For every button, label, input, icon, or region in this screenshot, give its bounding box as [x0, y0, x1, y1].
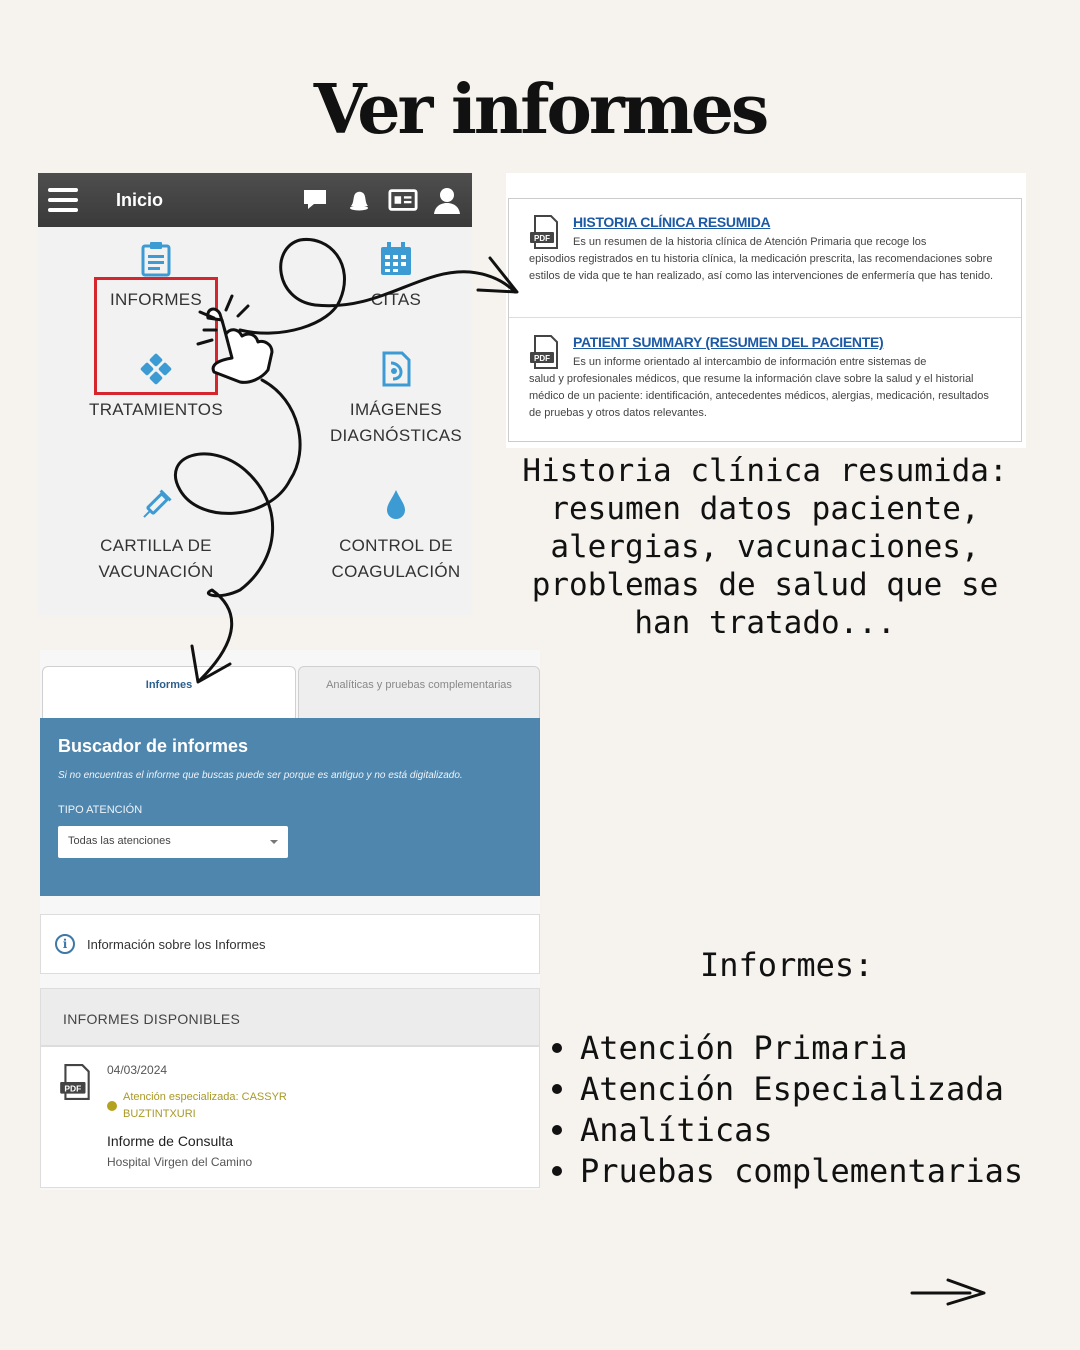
list-item: Atención Especializada — [552, 1069, 1023, 1110]
notification-bell-icon[interactable] — [344, 185, 374, 215]
attention-type-label: TIPO ATENCIÓN — [58, 804, 143, 816]
report-search-screenshot — [40, 650, 540, 1190]
historia-text-rest: episodios registrados en tu historia clínica, la medicación prescrita, las recomendaciones sobre estilos de vida que te han realizado, así como las intervenciones de enfermería que has tenido. — [529, 253, 994, 282]
report-search-box — [40, 718, 540, 896]
user-profile-icon[interactable] — [432, 185, 462, 215]
chevron-down-icon — [270, 840, 278, 844]
syringe-icon — [140, 487, 172, 523]
informes-heading: Informes: — [700, 946, 874, 984]
pdf-document-icon — [59, 1063, 93, 1101]
report-hospital: Hospital Virgen del Camino — [107, 1155, 253, 1169]
menu-tile-tratamientos[interactable] — [56, 351, 256, 423]
report-tabs — [40, 666, 540, 718]
bullet-icon — [552, 1125, 562, 1135]
menu-tile-citas[interactable] — [296, 241, 496, 313]
info-icon: i — [55, 934, 75, 954]
medical-cross-icon — [140, 351, 172, 387]
diagnostic-image-icon — [380, 351, 412, 387]
reports-info-link[interactable] — [40, 914, 540, 974]
attention-type-value: Todas las atenciones — [68, 835, 171, 847]
report-date: 04/03/2024 — [107, 1063, 168, 1077]
menu-label-coagulacion: CONTROL DE COAGULACIÓN — [331, 536, 461, 581]
bullet-icon — [552, 1084, 562, 1094]
tab-analiticas[interactable]: Analíticas y pruebas complementarias — [298, 666, 540, 718]
historia-link[interactable]: HISTORIA CLÍNICA RESUMIDA — [573, 214, 771, 230]
blood-drop-icon — [380, 487, 412, 523]
menu-grid — [38, 227, 472, 615]
report-type: Informe de Consulta — [107, 1133, 234, 1149]
menu-label-citas: CITAS — [370, 290, 422, 309]
calendar-icon — [379, 241, 413, 277]
next-arrow-icon — [912, 1280, 984, 1304]
chat-icon[interactable] — [300, 185, 330, 215]
description-historia — [529, 214, 999, 285]
menu-tile-imagenes[interactable] — [296, 351, 496, 449]
menu-label-tratamientos: TRATAMIENTOS — [89, 400, 223, 419]
search-note: Si no encuentras el informe que buscas puede ser porque es antiguo y no está digitalizado. — [58, 770, 463, 781]
info-text: Información sobre los Informes — [87, 936, 266, 952]
report-descriptions-screenshot — [506, 173, 1026, 448]
hamburger-menu-icon[interactable] — [48, 188, 78, 212]
app-header — [38, 173, 472, 227]
search-title: Buscador de informes — [58, 736, 249, 756]
attention-type-select[interactable] — [58, 826, 288, 858]
patient-summary-text-first: Es un informe orientado al intercambio de información entre sistemas de — [573, 356, 927, 368]
report-list-item[interactable] — [40, 1046, 540, 1188]
report-origin: Atención especializada: CASSYR BUZTINTXURI — [123, 1091, 287, 1120]
menu-label-imagenes: IMÁGENES DIAGNÓSTICAS — [329, 400, 463, 445]
status-dot — [107, 1101, 117, 1111]
divider — [509, 317, 1021, 318]
bullet-icon — [552, 1166, 562, 1176]
list-item: Pruebas complementarias — [552, 1151, 1023, 1192]
page-title: Ver informes — [313, 70, 767, 150]
menu-label-cartilla: CARTILLA DE VACUNACIÓN — [98, 536, 214, 581]
svg-text:PDF: PDF — [534, 234, 550, 243]
pdf-document-icon — [529, 334, 561, 370]
menu-label-informes: INFORMES — [109, 290, 203, 309]
clipboard-icon — [140, 241, 172, 277]
patient-summary-link[interactable]: PATIENT SUMMARY (RESUMEN DEL PACIENTE) — [573, 334, 884, 350]
list-item: Analíticas — [552, 1110, 1023, 1151]
description-patient-summary — [529, 334, 999, 422]
historia-caption: Historia clínica resumida: resumen datos paciente, alergias, vacunaciones, problemas de salud que se han tratado... — [522, 453, 1008, 641]
tab-informes[interactable]: Informes — [42, 666, 296, 718]
patient-summary-text-rest: salud y profesionales médicos, que resume la información clave sobre la salud y el historial médico de un paciente: identificación, antecedentes médicos, alergias, medicación, resultados de pruebas y otros datos relevantes. — [529, 373, 989, 419]
informes-list — [552, 1028, 1023, 1192]
id-card-icon[interactable] — [388, 185, 418, 215]
menu-tile-informes[interactable] — [56, 241, 256, 313]
pdf-document-icon — [529, 214, 561, 250]
available-reports-header: INFORMES DISPONIBLES — [40, 988, 540, 1046]
menu-tile-cartilla[interactable] — [56, 487, 256, 585]
svg-text:PDF: PDF — [534, 354, 550, 363]
descriptions-card — [508, 198, 1022, 442]
historia-text-first: Es un resumen de la historia clínica de Atención Primaria que recoge los — [573, 236, 927, 248]
bullet-icon — [552, 1043, 562, 1053]
app-home-screenshot — [38, 173, 472, 615]
list-item: Atención Primaria — [552, 1028, 1023, 1069]
home-label: Inicio — [116, 189, 164, 210]
svg-text:PDF: PDF — [64, 1083, 82, 1094]
menu-tile-coagulacion[interactable] — [296, 487, 496, 585]
